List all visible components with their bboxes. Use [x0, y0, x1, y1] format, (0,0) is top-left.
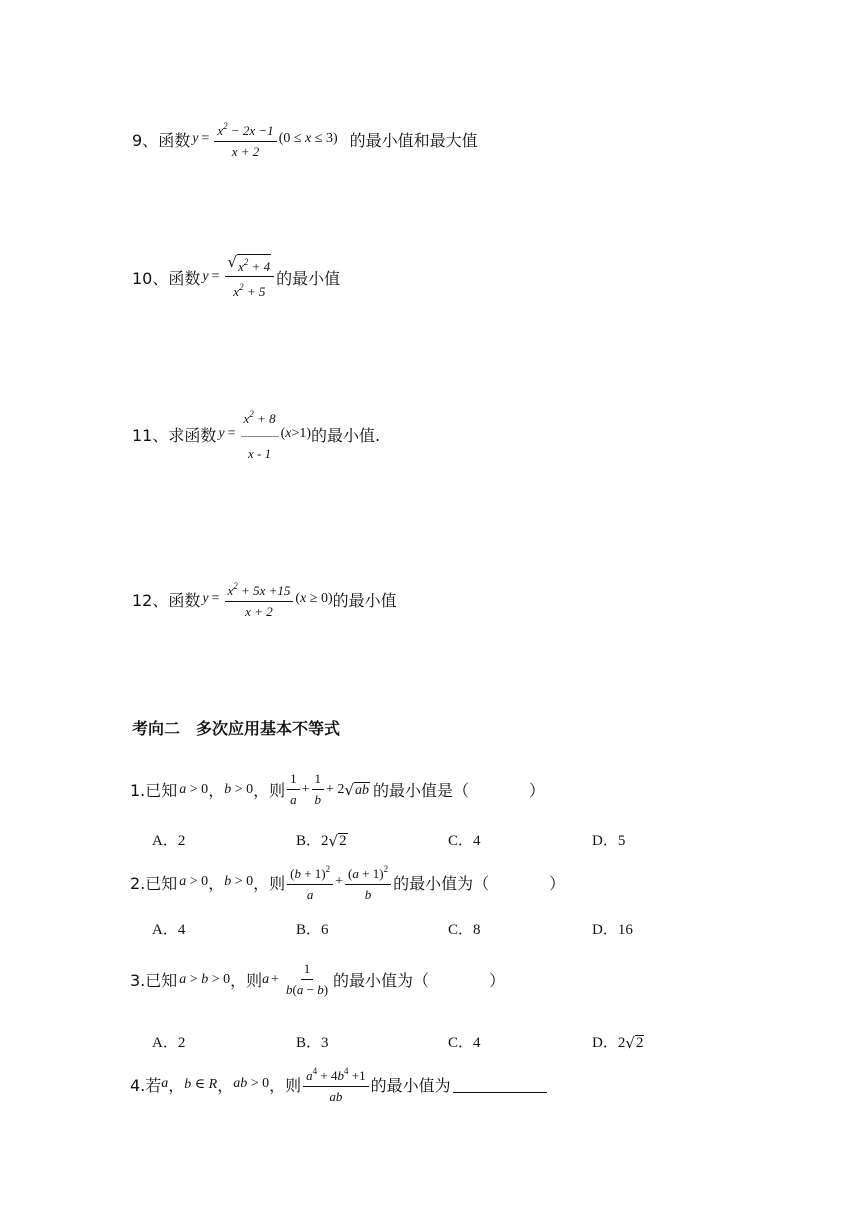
- denominator: $x^2 + 5$: [233, 282, 266, 299]
- option-d[interactable]: D． 2 √ 2: [592, 1034, 644, 1052]
- question-4: 4.若 a ， b ∈ R ， ab > 0 ，则 $\frac{a^4 + 4b^4 +1}{ab}$ 的最小值为: [130, 1063, 547, 1105]
- option-a[interactable]: A．2: [152, 833, 186, 849]
- fraction-a-plus-1-sq-over-b: $\frac{(a + 1)^2}{b}$: [345, 861, 391, 903]
- answer-blank[interactable]: [453, 1076, 547, 1093]
- option-b[interactable]: B．3: [296, 1035, 329, 1051]
- problem-11: 11、 求函数 y = $\frac{x^2 + 8}{x - 1}$ (x>1) 的最小值.: [132, 406, 380, 462]
- domain-condition: (x>1): [280, 426, 312, 441]
- domain-condition: (0 ≤ x ≤ 3): [278, 131, 338, 146]
- option-c[interactable]: C．4: [448, 833, 481, 849]
- domain-condition: (x ≥ 0): [295, 591, 333, 606]
- close-paren: ）: [549, 873, 566, 893]
- question-2: 2.已知 a > 0 ， b > 0 ，则 $\frac{(b + 1)^2}{a}$ + $\frac{(a + 1)^2}{b}$ 的最小值为（ ）: [130, 861, 565, 903]
- fraction-1-over-a: $\frac{1}{a}$: [287, 771, 300, 808]
- question-number: 2.已知: [130, 873, 178, 893]
- problem-9: 9、 函数 y = $\frac{x^2 - 2x -1}{x + 2}$ (0 ≤ x ≤ 3) 的最小值和最大值: [132, 118, 478, 160]
- section-heading: 考向二 多次应用基本不等式: [132, 719, 341, 738]
- problem-tail: 的最小值: [276, 268, 341, 288]
- fraction-p9: [214, 118, 276, 160]
- y-equals: y: [202, 591, 209, 606]
- problem-tail: 的最小值和最大值: [349, 130, 478, 150]
- y-equals: y: [218, 426, 225, 441]
- problem-number: 11、: [132, 425, 169, 445]
- problem-number: 9、: [132, 130, 159, 150]
- fraction-1-over-b: $\frac{1}{b}$: [312, 771, 325, 808]
- option-b[interactable]: B． 2 √ 2: [296, 832, 347, 850]
- denominator: x + 2: [245, 604, 273, 619]
- problem-number: 12、: [132, 590, 169, 610]
- fraction-p11: [241, 406, 279, 462]
- problem-lead: 函数: [168, 268, 201, 288]
- fraction-p10: [225, 254, 275, 300]
- problem-lead: 求函数: [168, 425, 217, 445]
- denominator: x + 2: [231, 144, 260, 159]
- question-number: 1.已知: [130, 781, 178, 800]
- question-tail: 的最小值是（: [373, 781, 470, 800]
- option-b[interactable]: B．6: [296, 922, 329, 938]
- problem-tail: 的最小值.: [311, 425, 381, 445]
- y-equals: y: [202, 269, 209, 284]
- problem-10: 10、 函数 y = √ $x^2 + 4$ $x^2 + 5$ 的最小值: [132, 253, 341, 299]
- option-a[interactable]: A．4: [152, 922, 186, 938]
- numerator: $x^2 + 5x +15$: [225, 578, 294, 602]
- denominator: x - 1: [247, 446, 272, 461]
- connector: ，则: [269, 1075, 302, 1095]
- problem-12: 12、 函数 y = $\frac{x^2 + 5x +15}{x + 2}$ (x ≥ 0) 的最小值: [132, 578, 397, 620]
- fraction-b-plus-1-sq-over-a: $\frac{(b + 1)^2}{a}$: [287, 861, 333, 903]
- connector: ，则: [253, 781, 286, 800]
- question-3: 3.已知 a > b > 0 ，则 a + $\frac{1}{b(a - b)}$ 的最小值为（ ）: [130, 961, 506, 997]
- question-tail: 的最小值为（: [333, 971, 430, 990]
- question-1: 1.已知 a > 0 ， b > 0 ，则 $\frac{1}{a}$ + $\frac{1}{b}$ + 2 √ ab 的最小值是（ ）: [130, 771, 546, 807]
- fraction-a4-4b4-1-over-ab: $\frac{a^4 + 4b^4 +1}{ab}$: [303, 1063, 368, 1105]
- problem-tail: 的最小值: [332, 590, 397, 610]
- sqrt-ab: √ ab: [344, 780, 369, 799]
- option-c[interactable]: C．4: [448, 1035, 481, 1051]
- fraction-1-over-b-a-minus-b: $\frac{1}{b(a - b)}$: [286, 961, 329, 997]
- connector: ，则: [230, 971, 263, 990]
- numerator: [225, 254, 275, 277]
- numerator: $x^2 - 2x -1$: [214, 118, 276, 142]
- option-d[interactable]: D．5: [592, 833, 626, 849]
- option-d[interactable]: D．16: [592, 922, 633, 938]
- y-equals: y: [192, 131, 199, 146]
- option-c[interactable]: C．8: [448, 922, 481, 938]
- problem-lead: 函数: [168, 590, 201, 610]
- question-number: 4.若: [130, 1075, 162, 1095]
- question-number: 3.已知: [130, 971, 178, 990]
- sqrt-sign: √ $x^2 + 4$: [227, 253, 271, 274]
- question-tail: 的最小值为: [370, 1075, 451, 1095]
- problem-number: 10、: [132, 268, 169, 288]
- connector: ，则: [253, 873, 286, 893]
- numerator: $x^2 + 8$: [241, 406, 279, 437]
- close-paren: ）: [489, 971, 506, 990]
- problem-lead: 函数: [158, 130, 191, 150]
- question-tail: 的最小值为（: [393, 873, 490, 893]
- option-a[interactable]: A．2: [152, 1035, 186, 1051]
- fraction-p12: [225, 578, 294, 620]
- close-paren: ）: [529, 781, 546, 800]
